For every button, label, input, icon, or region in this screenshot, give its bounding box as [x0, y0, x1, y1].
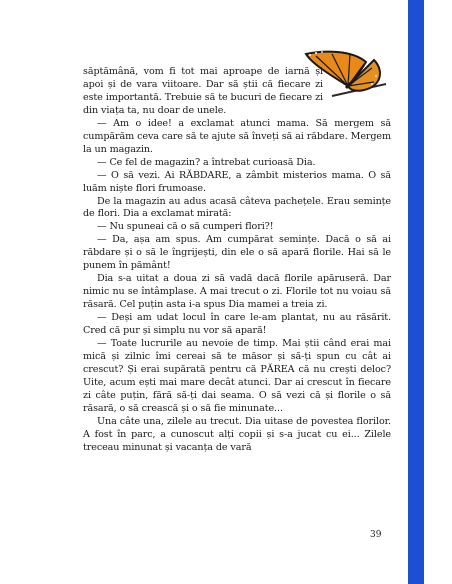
- paragraph: Una câte una, zilele au trecut. Dia uitase de povestea florilor. A fost în parc, a cunoscut alți copii și s-a jucat cu ei... Zilele treceau minunat și vacanța de vară: [83, 415, 391, 453]
- paragraph: — Da, așa am spus. Am cumpărat semințe. Dacă o să ai răbdare și o să le îngrijești, din ele o să apară florile. Hai să le punem în pământ!: [83, 234, 391, 272]
- paragraph: — Deși am udat locul în care le-am plantat, nu au răsărit. Cred că pur și simplu nu vor să apară!: [83, 312, 391, 337]
- paragraph: — Nu spuneai că o să cumperi flori?!: [97, 221, 274, 233]
- story-text: [83, 66, 391, 455]
- page-edge-band: [408, 0, 424, 584]
- paragraph: Dia s-a uitat a doua zi să vadă dacă florile apăruseră. Dar nimic nu se întâmplase. A mai trecut o zi. Florile tot nu voiau să răsară. Cel puțin asta i-a spus Dia mamei a treia zi.: [83, 273, 391, 311]
- paragraph: săptămână, vom fi tot mai aproape de iarnă și apoi și de vara viitoare. Dar să știi că fiecare zi este importantă. Trebuie să te bucuri de fiecare zi din viața ta, nu doar de unele.: [83, 66, 323, 116]
- paragraph: De la magazin au adus acasă câteva pachețele. Erau semințe de flori. Dia a exclamat mirată:: [83, 195, 391, 220]
- page-number: 39: [370, 530, 382, 540]
- paragraph: — Toate lucrurile au nevoie de timp. Mai știi când erai mai mică și zilnic îmi cereai să te măsor și să-ți spun cu cât ai crescut? Și erai supărată pentru că PĂREA că nu crești deloc? Uite, acum ești mai mare decât atunci. Dar ai crescut în fiecare zi câte puțin, fără să-ți dai seama. O să vezi că și florile o să răsară, o să crească și o să fie minunate...: [83, 338, 391, 414]
- paragraph: — O să vezi. Ai RĂBDARE, a zâmbit misterios mama. O să luăm niște flori frumoase.: [83, 169, 391, 194]
- paragraph: — Am o idee! a exclamat atunci mama. Să mergem să cumpărăm ceva care să te ajute să înveți să ai răbdare. Mergem la un magazin.: [83, 117, 391, 155]
- paragraph: — Ce fel de magazin? a întrebat curioasă Dia.: [97, 156, 316, 168]
